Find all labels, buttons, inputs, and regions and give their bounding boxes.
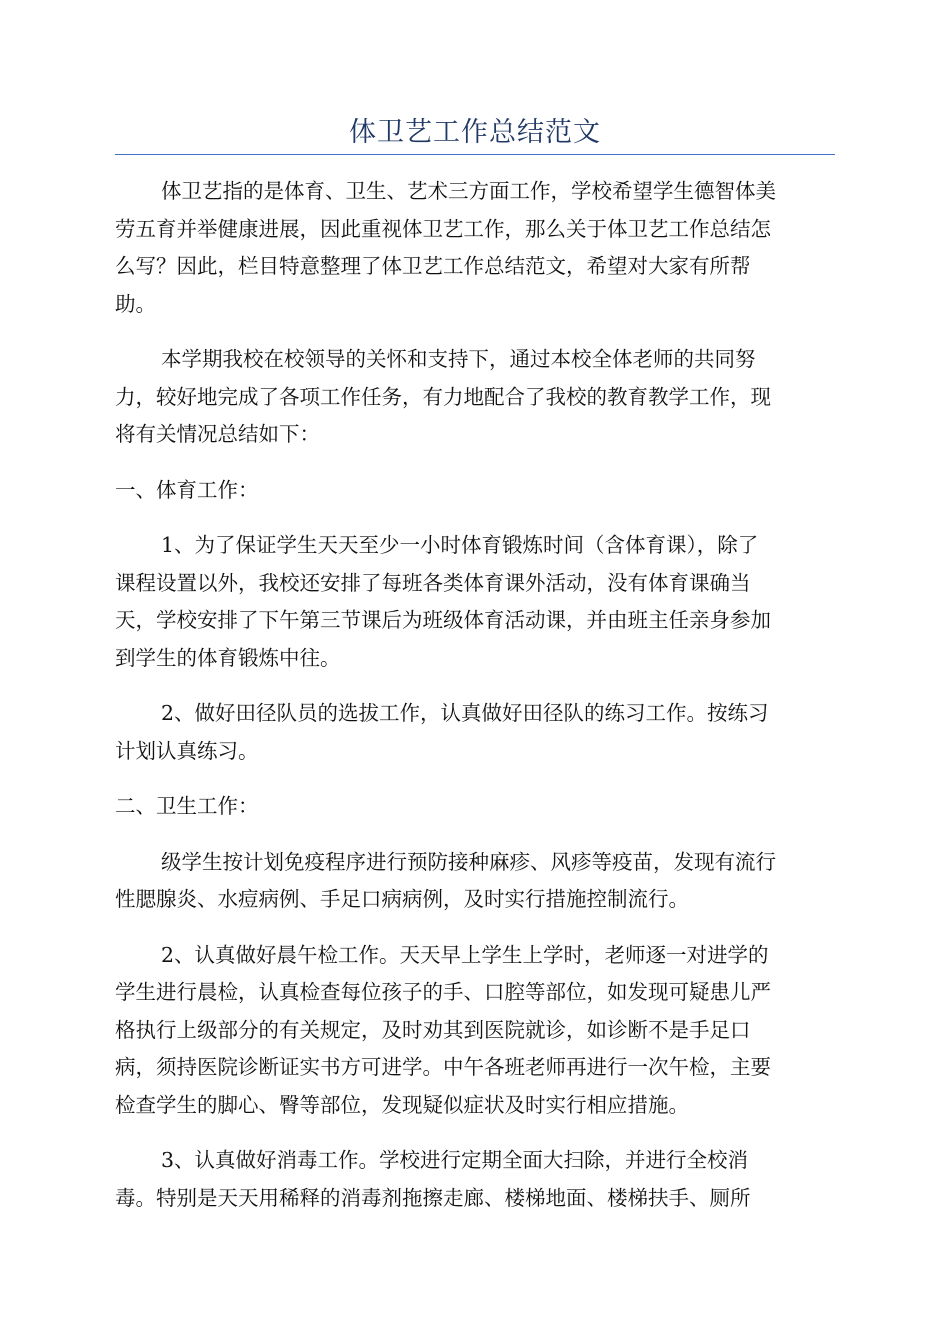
title-underline	[115, 154, 835, 155]
paragraph	[115, 173, 835, 323]
paragraph-line: 3、认真做好消毒工作。学校进行定期全面大扫除，并进行全校消	[161, 1148, 749, 1172]
paragraph	[115, 788, 835, 826]
paragraph-line: 力，较好地完成了各项工作任务，有力地配合了我校的教育教学工作，现	[115, 384, 771, 409]
document-title-container	[115, 114, 835, 152]
paragraph	[115, 844, 835, 919]
paragraph	[115, 341, 835, 454]
paragraph-line: 本学期我校在校领导的关怀和支持下，通过本校全体老师的共同努	[161, 347, 756, 371]
paragraph-line: 性腮腺炎、水痘病例、手足口病病例，及时实行措施控制流行。	[115, 887, 689, 911]
paragraph-line: 将有关情况总结如下：	[115, 422, 320, 446]
paragraph-line: 级学生按计划免疫程序进行预防接种麻疹、风疹等疫苗，发现有流行	[161, 849, 776, 874]
document-title: 体卫艺工作总结范文	[349, 117, 601, 148]
paragraph-line: 劳五育并举健康进展，因此重视体卫艺工作，那么关于体卫艺工作总结怎	[115, 216, 771, 241]
paragraph-line: 学生进行晨检，认真检查每位孩子的手、口腔等部位，如发现可疑患儿严	[115, 980, 771, 1004]
paragraph	[115, 472, 835, 510]
paragraph-line: 二、卫生工作：	[115, 794, 259, 818]
paragraph	[115, 695, 835, 770]
paragraph-line: 课程设置以外，我校还安排了每班各类体育课外活动，没有体育课确当	[115, 570, 751, 595]
paragraph-line: 一、体育工作：	[115, 477, 259, 502]
document-body	[115, 173, 835, 1235]
paragraph-line: 2、认真做好晨午检工作。天天早上学生上学时，老师逐一对进学的	[161, 942, 769, 967]
paragraph-line: 格执行上级部分的有关规定，及时劝其到医院就诊，如诊断不是手足口	[115, 1017, 751, 1042]
paragraph-line: 天，学校安排了下午第三节课后为班级体育活动课，并由班主任亲身参加	[115, 608, 771, 632]
paragraph-line: 体卫艺指的是体育、卫生、艺术三方面工作，学校希望学生德智体美	[161, 179, 776, 203]
paragraph	[115, 1142, 835, 1217]
paragraph-line: 么写？因此，栏目特意整理了体卫艺工作总结范文，希望对大家有所帮	[115, 254, 751, 278]
paragraph-line: 计划认真练习。	[115, 738, 259, 763]
paragraph-line: 到学生的体育锻炼中往。	[115, 645, 341, 670]
paragraph	[115, 937, 835, 1125]
paragraph-line: 毒。特别是天天用稀释的消毒剂拖擦走廊、楼梯地面、楼梯扶手、厕所	[115, 1185, 751, 1210]
paragraph-line: 助。	[115, 291, 156, 316]
paragraph-line: 2、做好田径队员的选拔工作，认真做好田径队的练习工作。按练习	[161, 701, 769, 725]
paragraph-line: 1、为了保证学生天天至少一小时体育锻炼时间（含体育课），除了	[161, 533, 759, 557]
paragraph-line: 检查学生的脚心、臀等部位，发现疑似症状及时实行相应措施。	[115, 1092, 689, 1117]
paragraph-line: 病，须持医院诊断证实书方可进学。中午各班老师再进行一次午检，主要	[115, 1055, 771, 1079]
paragraph	[115, 527, 835, 677]
